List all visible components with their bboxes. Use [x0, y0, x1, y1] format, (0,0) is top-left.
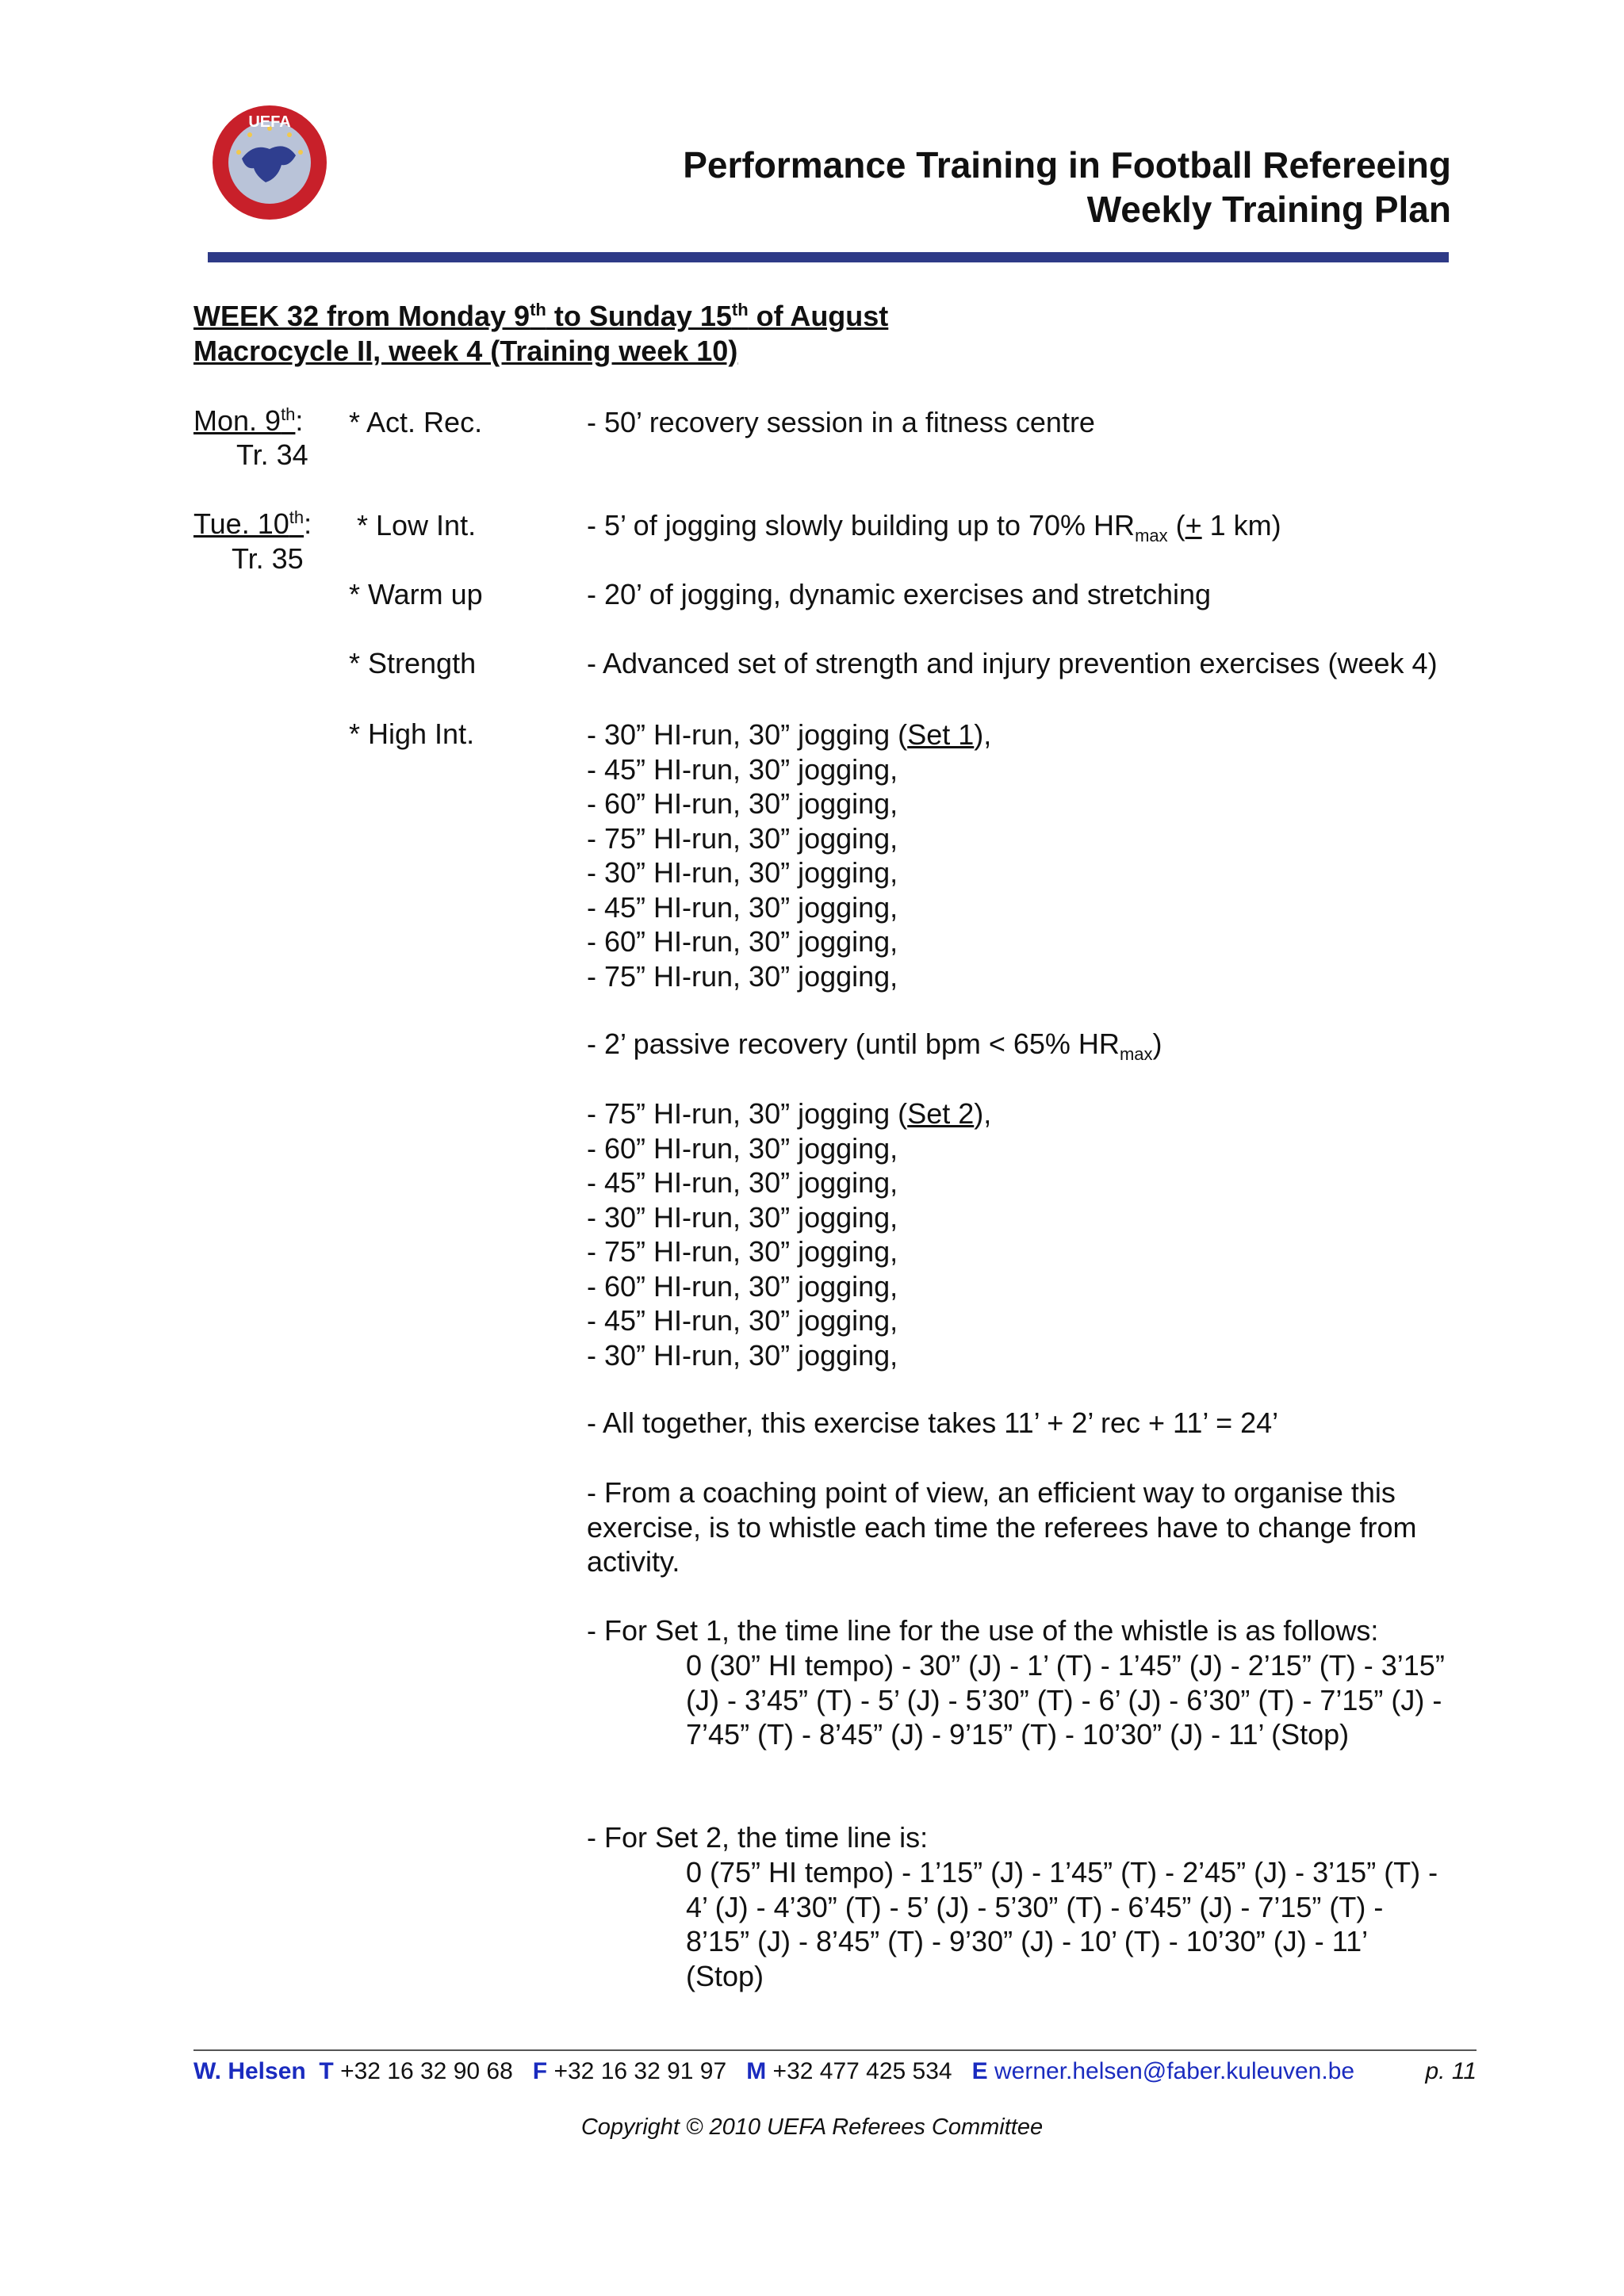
warm-up-activity: * Warm up	[349, 578, 483, 610]
set1-timeline: 0 (30” HI tempo) - 30” (J) - 1’ (T) - 1’45” (J) - 2’15” (T) - 3’15” (J) - 3’45” (T) - 5’ (J) - 5’30” (T) - 6’ (J) - 6’30” (T) - 7’15” (J) - 7’45” (T) - 8’45” (J) - 9’15” (T) - 10’30” (J) - 11’ (Stop)	[686, 1649, 1445, 1751]
fax-number: +32 16 32 91 97	[553, 2058, 727, 2084]
footer-contact: W. Helsen T +32 16 32 90 68 F +32 16 32 91 97 M +32 477 425 534 E werner.helsen@faber.kuleuven.be	[193, 2058, 1355, 2084]
document-subtitle: Weekly Training Plan	[1086, 189, 1451, 230]
monday-description: - 50’ recovery session in a fitness centre	[587, 406, 1095, 438]
list-item: - 45” HI-run, 30” jogging,	[587, 1304, 898, 1337]
list-item: - 45” HI-run, 30” jogging,	[587, 890, 898, 924]
passive-recovery: - 2’ passive recovery (until bpm < 65% $HR_{max}$)	[587, 1027, 1162, 1065]
set2-list	[587, 1096, 991, 1372]
document-title: Performance Training in Football Refereeing	[683, 144, 1451, 186]
mobile-number: +32 477 425 534	[772, 2058, 952, 2084]
list-item: - 60” HI-run, 30” jogging,	[587, 1131, 898, 1165]
tuesday-session: Tr. 35	[232, 542, 304, 575]
list-item: - 30” HI-run, 30” jogging,	[587, 1338, 898, 1372]
low-int-activity: * Low Int.	[357, 509, 477, 541]
list-item: - 60” HI-run, 30” jogging,	[587, 925, 898, 958]
monday-label: Mon. 9th:	[193, 404, 304, 437]
high-int-activity: * High Int.	[349, 718, 475, 750]
list-item: - 45” HI-run, 30” jogging,	[587, 752, 898, 786]
total-duration-note: - All together, this exercise takes 11’ + 2’ rec + 11’ = 24’	[587, 1406, 1279, 1439]
list-item: - 60” HI-run, 30” jogging,	[587, 1269, 898, 1303]
strength-activity: * Strength	[349, 647, 477, 679]
macrocycle-heading: Macrocycle II, week 4 (Training week 10)	[193, 335, 738, 367]
list-item: - 30” HI-run, 30” jogging,	[587, 1200, 898, 1234]
strength-description: - Advanced set of strength and injury prevention exercises (week 4)	[587, 647, 1438, 679]
footer-divider	[193, 2049, 1477, 2051]
list-item: - 30” HI-run, 30” jogging,	[587, 856, 898, 889]
logo-lettering: UEFA	[248, 113, 291, 131]
uefa-logo	[210, 103, 329, 222]
tuesday-label: Tue. 10th:	[193, 507, 312, 540]
week-heading: WEEK 32 from Monday 9th to Sunday 15th of August	[193, 300, 889, 332]
copyright-notice: Copyright © 2010 UEFA Referees Committee	[580, 2114, 1044, 2140]
header-divider	[208, 252, 1449, 262]
email-link[interactable]: werner.helsen@faber.kuleuven.be	[994, 2058, 1355, 2084]
monday-session: Tr. 34	[236, 438, 308, 471]
monday-activity: * Act. Rec.	[349, 406, 483, 438]
coaching-note: - From a coaching point of view, an efficient way to organise this exercise, is to whistle each time the referees have to change from activity.	[587, 1476, 1417, 1578]
list-item: - 45” HI-run, 30” jogging,	[587, 1166, 898, 1199]
low-int-description: - 5’ of jogging slowly building up to 70% $HR_{max}$ (+ 1 km)	[587, 509, 1281, 546]
author-name: W. Helsen	[193, 2058, 306, 2084]
set2-timeline: 0 (75” HI tempo) - 1’15” (J) - 1’45” (T) - 2’45” (J) - 3’15” (T) - 4’ (J) - 4’30” (T) - 5’ (J) - 5’30” (T) - 6’45” (J) - 7’15” (T) - 8’15” (J) - 8’45” (T) - 9’30” (J) - 10’ (T) - 10’30” (J) - 11’ (Stop)	[686, 1856, 1438, 1992]
page-number: p. 11	[1425, 2058, 1477, 2084]
set1-timeline-intro: - For Set 1, the time line for the use of the whistle is as follows:	[587, 1614, 1379, 1647]
list-item: - 60” HI-run, 30” jogging,	[587, 787, 898, 820]
list-item: - 30” HI-run, 30” jogging (Set 1),	[587, 718, 992, 751]
phone-number: +32 16 32 90 68	[340, 2058, 513, 2084]
list-item: - 75” HI-run, 30” jogging,	[587, 1235, 898, 1268]
warm-up-description: - 20’ of jogging, dynamic exercises and stretching	[587, 578, 1212, 610]
list-item: - 75” HI-run, 30” jogging (Set 2),	[587, 1097, 992, 1130]
list-item: - 75” HI-run, 30” jogging,	[587, 959, 898, 993]
list-item: - 75” HI-run, 30” jogging,	[587, 821, 898, 855]
set1-list	[587, 718, 991, 993]
set2-timeline-intro: - For Set 2, the time line is:	[587, 1821, 929, 1854]
